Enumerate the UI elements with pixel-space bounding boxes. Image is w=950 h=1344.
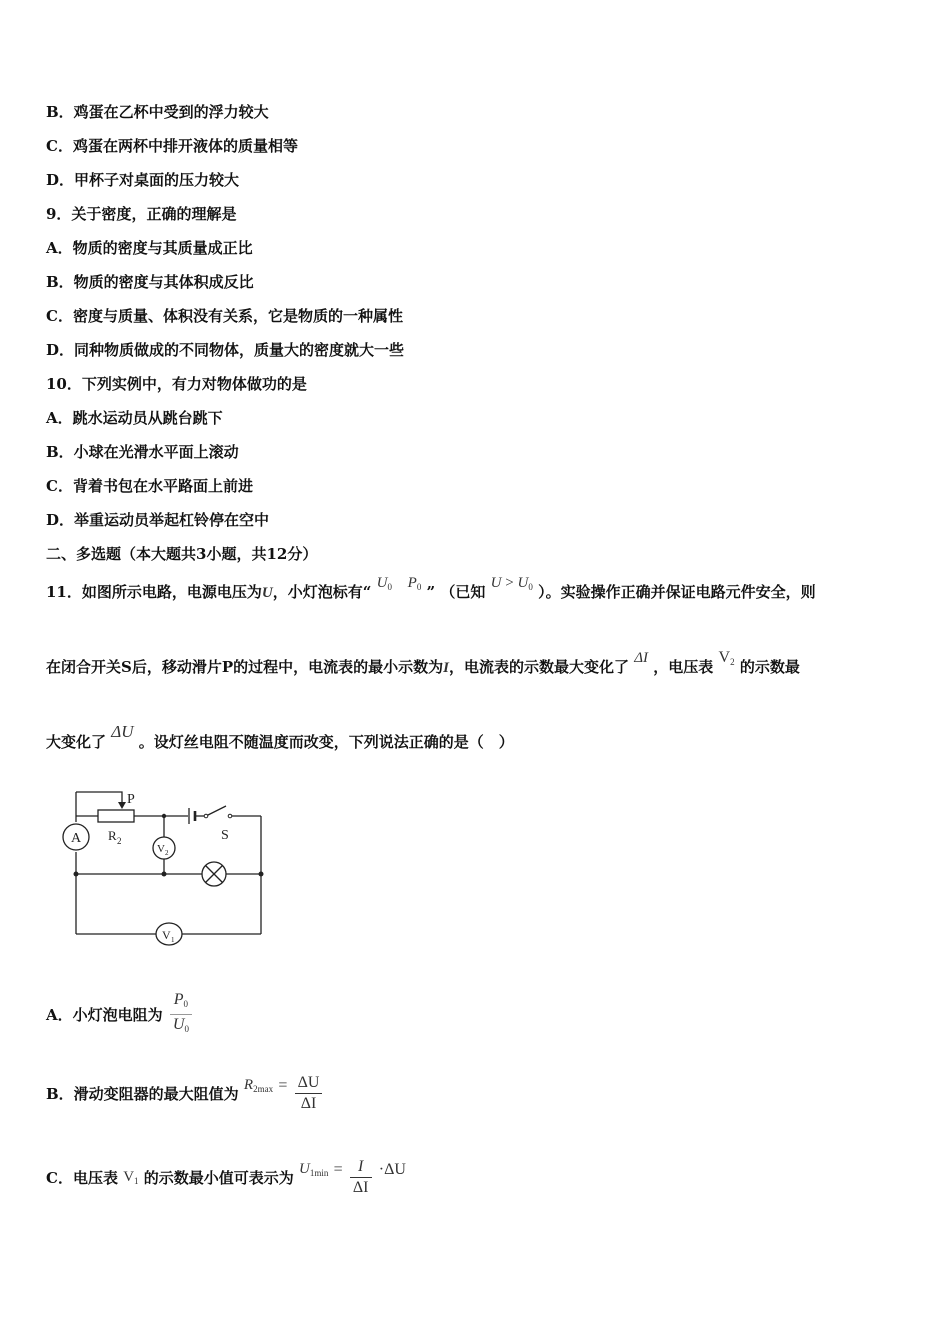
circuit-diagram (56, 782, 276, 952)
V-sub: 1 (134, 1176, 139, 1186)
den-sub: 0 (184, 1024, 189, 1034)
option-9d: D．同种物质做成的不同物体，质量大的密度就大一些 (46, 341, 405, 359)
q11-text: 。设灯丝电阻不随温度而改变，下列说法正确的是（ ） (138, 733, 514, 751)
slider-wire (76, 792, 122, 804)
option-10d: D．举重运动员举起杠铃停在空中 (46, 511, 270, 529)
cond-U0-sub: 0 (528, 582, 533, 592)
section-heading: 二、多选题（本大题共3小题，共12分） (46, 545, 318, 563)
q11-text: ，小灯泡标有 (272, 583, 363, 601)
voltmeter-V1 (123, 1169, 138, 1185)
junction-dot (259, 872, 264, 877)
junction-dot (162, 872, 167, 877)
V-letter: V (123, 1169, 135, 1185)
fraction-P0-U0 (170, 990, 192, 1039)
option-9c: C．密度与质量、体积没有关系，它是物质的一种属性 (46, 307, 403, 325)
fraction-den (170, 1015, 192, 1039)
U-letter: U (299, 1161, 310, 1177)
cond-U: U (490, 575, 502, 591)
option-11a (46, 990, 194, 1039)
slider-label: P (127, 792, 135, 807)
lamp-power: P (407, 575, 417, 591)
rheostat-label: R (108, 828, 117, 843)
option-8b: B．鸡蛋在乙杯中受到的浮力较大 (46, 103, 269, 121)
q11-quote: “ (362, 583, 372, 601)
question-11-line1 (46, 575, 816, 607)
q11-text: 在闭合开关S后，移动滑片P的过程中，电流表的最小示数为 (46, 658, 444, 676)
lamp-power-sub: 0 (416, 582, 422, 592)
cond-U0: U (517, 575, 529, 591)
option-8c: C．鸡蛋在两杯中排开液体的质量相等 (46, 137, 298, 155)
switch-label: S (221, 828, 229, 843)
v1-label: V (162, 928, 171, 942)
option-11c (46, 1157, 406, 1198)
fraction-I-dI (350, 1157, 372, 1198)
fraction-den: ΔI (300, 1095, 317, 1112)
q11-quote: ” (426, 583, 436, 601)
R-letter: R (243, 1077, 254, 1093)
switch-lever (206, 806, 226, 816)
voltmeter-V2 (719, 648, 735, 666)
fraction-den: ΔI (352, 1179, 369, 1196)
question-10: 10．下列实例中，有力对物体做功的是 (46, 375, 307, 393)
U1min (299, 1161, 328, 1177)
equals: = (333, 1160, 343, 1178)
R-sub: 2max (253, 1084, 274, 1094)
v2-letter: V (718, 649, 731, 666)
v2-sub: 2 (730, 657, 735, 667)
times-dU: ·ΔU (378, 1160, 406, 1178)
option-text: A．小灯泡电阻为 (46, 1006, 163, 1024)
q11-text: 大变化了 (46, 733, 107, 751)
lamp-rating (377, 573, 427, 591)
option-11b (46, 1073, 324, 1114)
junction-dot (162, 814, 166, 818)
U-sub: 1min (309, 1168, 329, 1178)
question-11-line3 (46, 722, 514, 752)
delta-U: ΔU (111, 722, 134, 741)
delta-I: ΔI (634, 650, 649, 666)
junction-dot (74, 872, 79, 877)
option-text: C．电压表 (46, 1169, 118, 1187)
equals: = (278, 1076, 288, 1094)
q11-var-I: I (443, 660, 449, 676)
cond-gt: > (501, 575, 518, 591)
v2-label: V (157, 843, 165, 855)
fraction-num (170, 990, 192, 1015)
q11-var-U: U (261, 585, 273, 601)
v1-label-sub: 1 (171, 936, 175, 944)
switch-contact (204, 814, 208, 818)
q11-text: （已知 (440, 583, 486, 601)
q11-text: ，电压表 (653, 658, 714, 676)
option-9a: A．物质的密度与其质量成正比 (46, 239, 253, 257)
lamp-voltage: U (376, 575, 388, 591)
R2max (244, 1077, 273, 1093)
num-sub: 0 (183, 999, 189, 1009)
condition (491, 573, 538, 591)
num-P: P (173, 991, 184, 1008)
fraction-dU-dI (295, 1073, 323, 1114)
question-9: 9．关于密度，正确的理解是 (46, 205, 237, 223)
option-10c: C．背着书包在水平路面上前进 (46, 477, 253, 495)
rheostat-label-sub: 2 (117, 836, 122, 846)
q11-text: 11．如图所示电路，电源电压为 (46, 583, 262, 601)
fraction-num: ΔU (295, 1073, 323, 1094)
q11-text: 的示数最 (739, 658, 800, 676)
q11-text: ）。实验操作正确并保证电路元件安全，则 (538, 583, 816, 601)
q11-text: ，电流表的示数最大变化了 (448, 658, 629, 676)
option-10a: A．跳水运动员从跳台跳下 (46, 409, 223, 427)
option-text: B．滑动变阻器的最大阻值为 (46, 1085, 239, 1103)
option-10b: B．小球在光滑水平面上滚动 (46, 443, 239, 461)
fraction-num: I (350, 1157, 372, 1178)
lamp-voltage-sub: 0 (387, 582, 392, 592)
rheostat (98, 810, 134, 822)
slider-arrow-icon (118, 802, 126, 809)
option-8d: D．甲杯子对桌面的压力较大 (46, 171, 240, 189)
switch-contact (228, 814, 232, 818)
ammeter-label: A (71, 831, 82, 846)
question-11-line2 (46, 649, 800, 682)
den-U: U (172, 1016, 185, 1033)
option-9b: B．物质的密度与其体积成反比 (46, 273, 254, 291)
v2-label-sub: 2 (165, 849, 169, 857)
option-text: 的示数最小值可表示为 (143, 1169, 294, 1187)
